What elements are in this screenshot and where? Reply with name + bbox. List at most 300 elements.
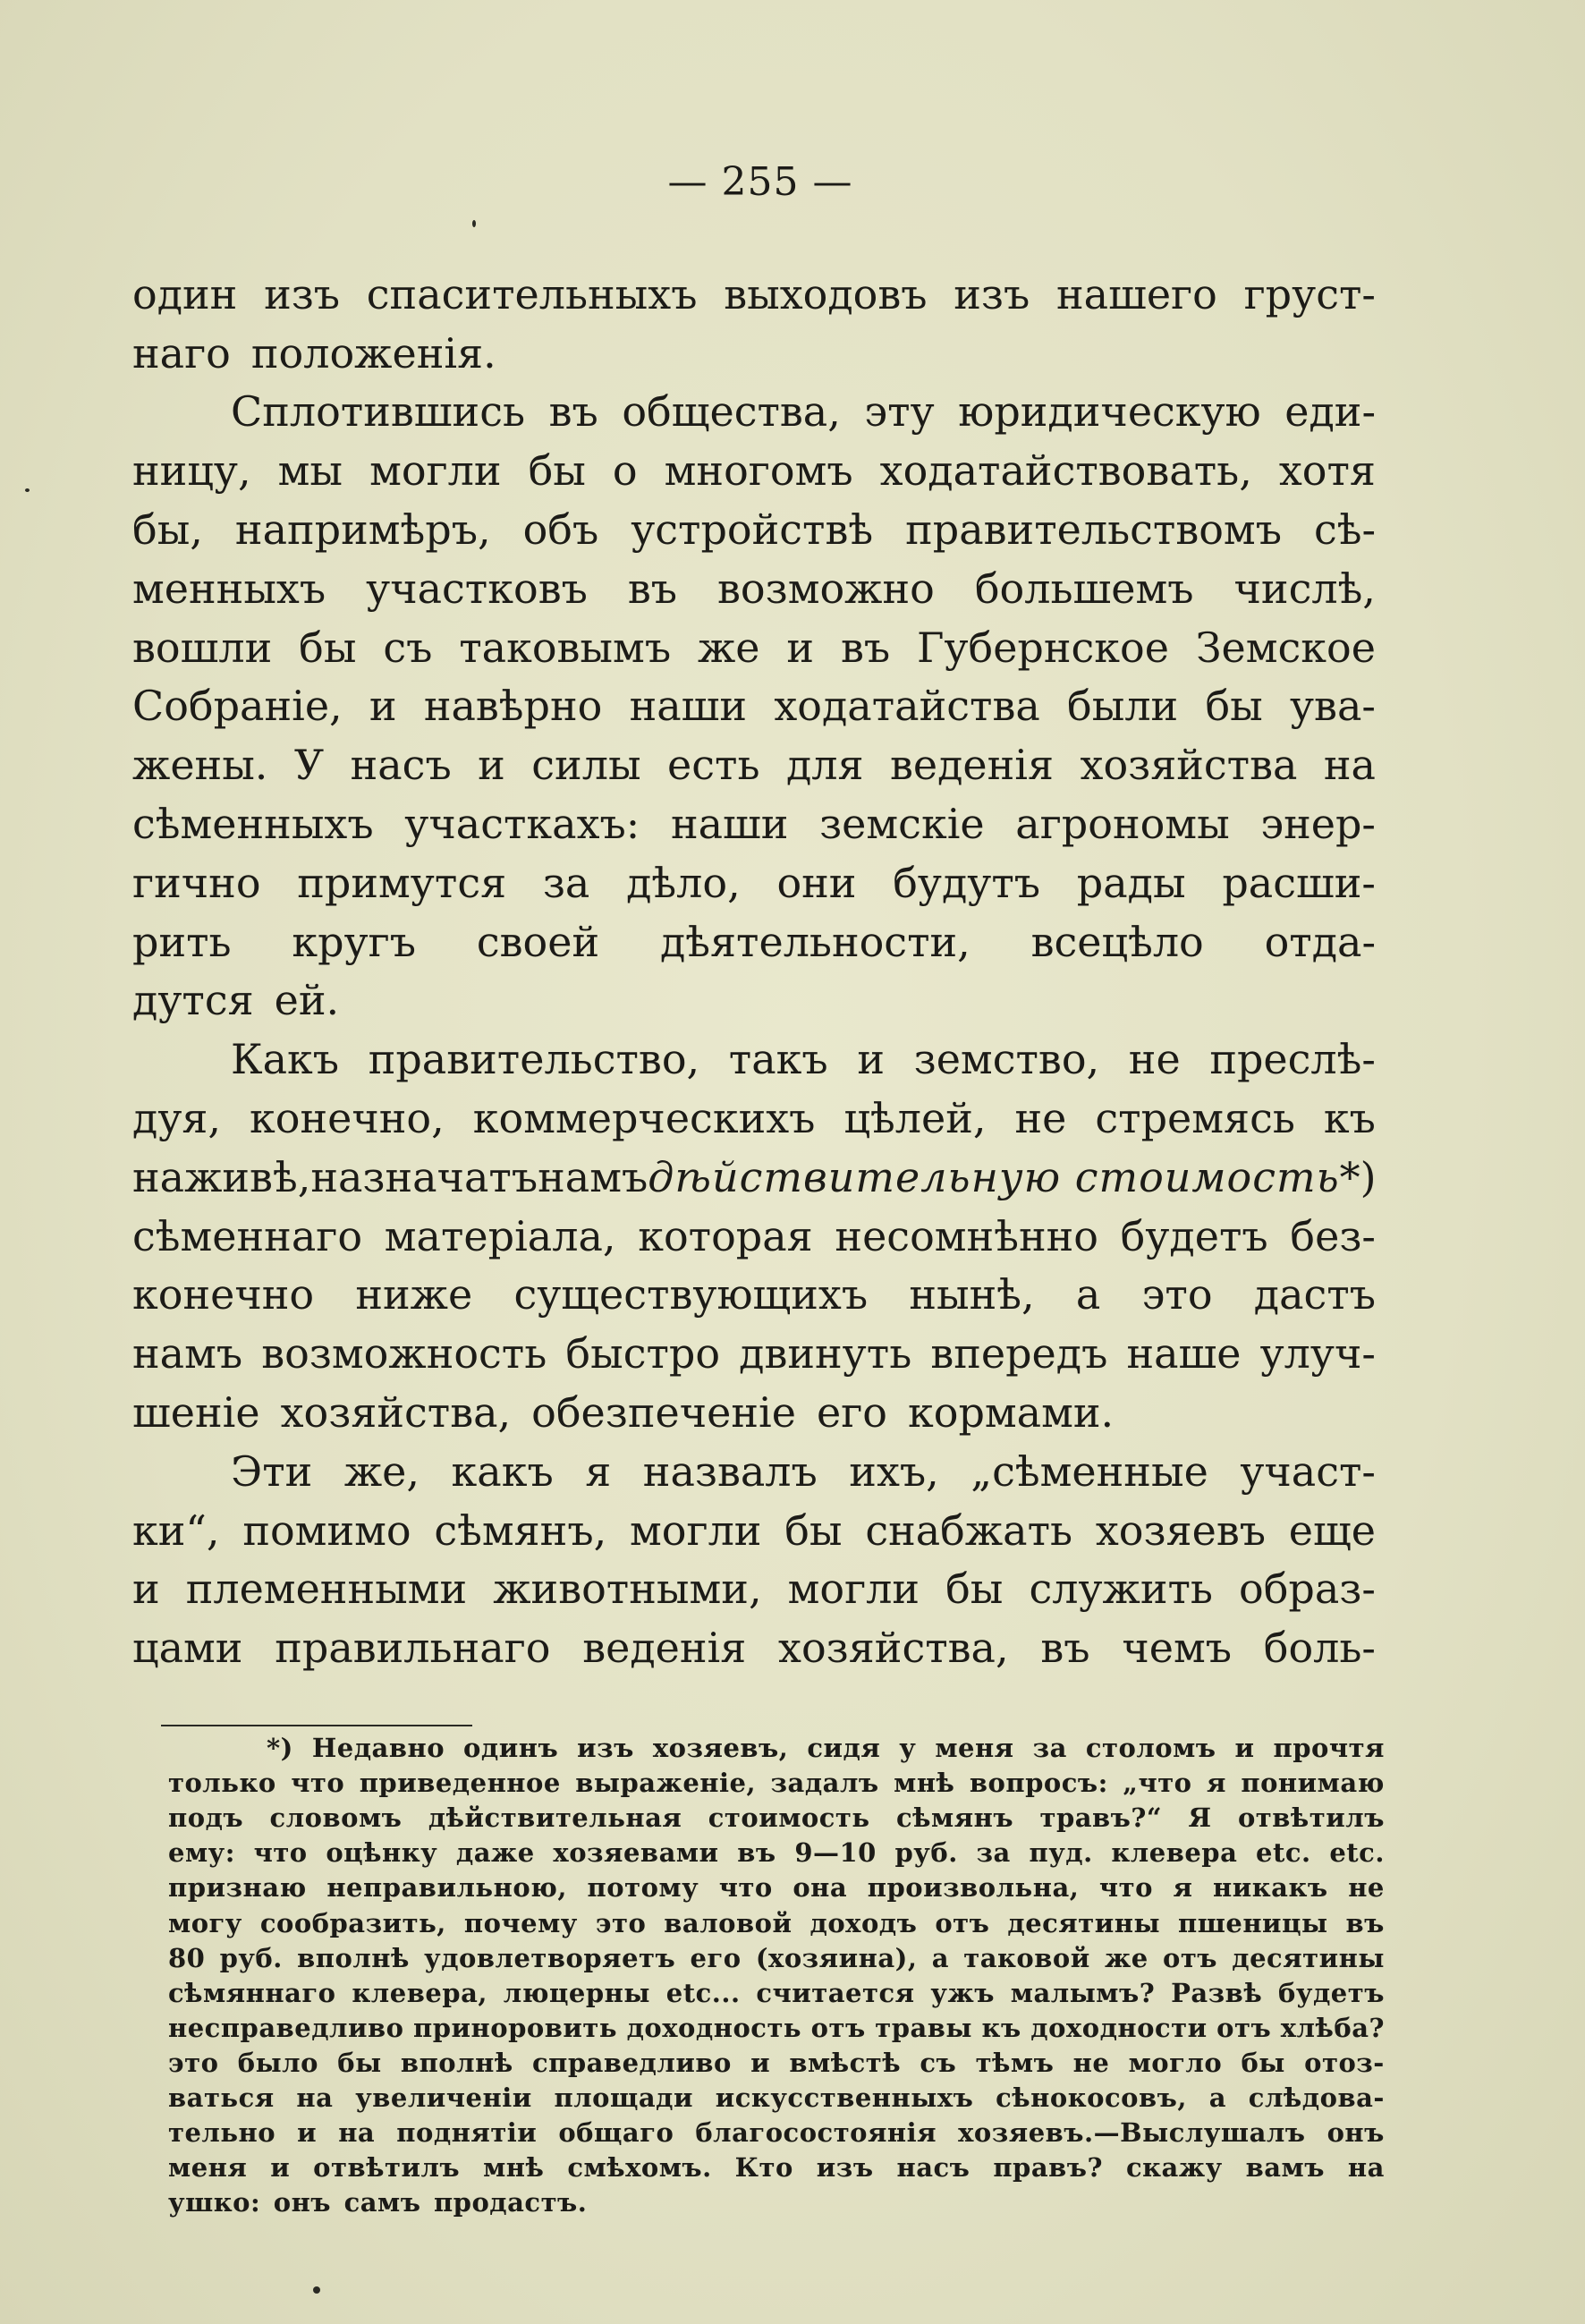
word: примутся [297,858,507,907]
word: что [291,1768,345,1799]
word: выходовъ [724,269,928,318]
word: числѣ, [1233,564,1376,613]
word: хлѣба? [1280,2012,1385,2043]
text-line [132,730,1376,789]
word: ужъ [930,1977,995,2008]
word: могли [369,446,502,496]
word: понимаю [1241,1768,1385,1799]
word: снабжать [865,1506,1073,1555]
word: сѣмянъ [895,1802,1014,1834]
word: правительство, [368,1035,700,1084]
footnote-line [168,1833,1385,1868]
word: что [718,1872,773,1904]
footnote-line [168,1728,1385,1763]
word: нашего [1055,269,1217,318]
text-line [132,1437,1376,1496]
word: никакъ [1212,1872,1328,1904]
word: общаго [558,2117,674,2149]
word: въ [1345,1907,1385,1938]
word: земство, [913,1035,1100,1084]
word: къ [1323,1093,1376,1142]
word: хозяевъ, [652,1733,789,1764]
word: существующихъ [513,1270,869,1319]
main-text [132,259,1376,1672]
word: У [293,741,325,790]
word: ваться [168,2082,275,2114]
word: это [1141,1270,1213,1319]
word: кругъ [292,917,417,966]
word: возможность [261,1329,547,1378]
word: сѣменныхъ [132,799,374,848]
word: самъ [343,2187,421,2218]
word: удовлетворяетъ [424,1942,676,1973]
footnote-line [168,2078,1385,2113]
word: ихъ, [849,1446,939,1496]
word: Губернское [916,623,1169,672]
word: о [612,446,638,496]
word: эту [864,387,935,437]
word: дѣйствительная [428,1802,682,1834]
footnote-line [168,2113,1385,2148]
word: без- [1290,1211,1376,1260]
word: пуд. [1029,1837,1093,1869]
word: меня [935,1733,1014,1764]
word: прочтя [1273,1733,1385,1764]
word: даже [455,1837,535,1869]
word: отъ [810,2012,866,2043]
word: и [1234,1733,1255,1764]
word: отъ [1162,1942,1218,1973]
word: вошли [132,623,273,672]
word: веденія [889,741,1055,790]
word: я [585,1446,612,1496]
word: благосостоянія [695,2117,937,2149]
word: юридическую [958,387,1261,437]
word: а [931,1942,949,1973]
word: тѣмъ [975,2047,1055,2078]
word: 80 [168,1942,206,1973]
word: один [132,269,238,318]
word: отда- [1264,917,1376,966]
word: стремясь [1095,1093,1295,1142]
word: руб. [219,1942,283,1973]
word: несправедливо [168,2012,404,2043]
word: же [1105,1942,1148,1973]
word: къ [981,2012,1021,2043]
word: ницу, [132,446,251,496]
word: „что [1123,1768,1192,1799]
word: общества, [622,387,841,437]
word: въ [737,1837,776,1869]
word: пшеницы [1177,1907,1328,1938]
text-line [132,672,1376,731]
text-line [132,1024,1376,1083]
word: мнѣ [894,1768,955,1799]
word: „сѣменные [970,1446,1208,1496]
text-line [132,1613,1376,1672]
word: признаю [168,1872,307,1904]
word: Недавно [311,1733,445,1764]
word: таковымъ [459,623,672,672]
word: ходатайствовать, [879,446,1252,496]
word: дастъ [1253,1270,1376,1319]
word: Я [1188,1802,1212,1834]
word: могло [1128,2047,1223,2078]
word: рады [1076,858,1186,907]
word: было [237,2047,318,2078]
word: ему: [168,1837,235,1869]
word: намъ [538,1152,648,1201]
word: сѣ- [1313,505,1376,554]
word: приведенное [359,1768,561,1799]
word: изъ [816,2152,874,2184]
word: матеріала, [384,1211,616,1260]
word: назначатъ [310,1152,538,1201]
word: наго [132,328,231,377]
word: животными, [493,1565,762,1614]
word: помимо [242,1506,411,1555]
footnote-line [168,1798,1385,1833]
word: впередъ [930,1329,1108,1378]
word: для [785,741,864,790]
word: же [697,623,760,672]
word: малымъ? [1010,1977,1156,2008]
word: и [270,2152,291,2184]
text-line [132,259,1376,318]
word: чемъ [1122,1624,1232,1673]
word: а [1075,1270,1101,1319]
word: вполнѣ [400,2047,513,2078]
word: кормами. [908,1387,1115,1437]
word: не [1128,1035,1181,1084]
word: выраженіе, [575,1768,757,1799]
word: и [478,741,505,790]
word: искусственныхъ [715,2082,974,2114]
text-line [132,1201,1376,1260]
word: потому [587,1872,699,1904]
word: оцѣнку [326,1837,438,1869]
footnote-line [168,1938,1385,1973]
word: назвалъ [642,1446,818,1496]
text-line [132,613,1376,672]
text-line [132,554,1376,613]
word: образ- [1239,1565,1376,1614]
word: съ [920,2047,957,2078]
word: бы, [132,505,203,554]
word: таковой [963,1942,1090,1973]
word: сѣмянъ, [434,1506,607,1555]
word: спасительныхъ [366,269,698,318]
word: улуч- [1259,1329,1376,1378]
word: его [816,1387,887,1437]
word: будетъ [1120,1211,1268,1260]
word: дѣйствительную стоимость [648,1152,1340,1201]
footnote-line [168,2008,1385,2043]
word: за [976,1837,1011,1869]
word: хозяйства [1080,741,1298,790]
footnote-line [168,1763,1385,1798]
word: объ [522,505,599,554]
word: своей [476,917,600,966]
word: могу [168,1907,242,1938]
ink-speck [313,2286,320,2294]
word: задалъ [770,1768,879,1799]
word: десятины [1232,1942,1385,1973]
word: земскіе [819,799,985,848]
word: etc. [1329,1837,1385,1869]
page-number: — 255 — [667,159,853,205]
text-line [132,377,1376,437]
text-line [132,1378,1376,1437]
footnote-line [168,2043,1385,2078]
word: какъ [451,1446,554,1496]
word: такъ [728,1035,828,1084]
word: бы [1205,682,1263,731]
word: ниже [355,1270,473,1319]
word: и [786,623,815,672]
word: я [1206,1768,1226,1799]
word: на [1323,741,1376,790]
word: мы [277,446,343,496]
word: хозяйства, [778,1624,1009,1673]
word: Земское [1195,623,1376,672]
word: дутся [132,976,254,1025]
word: дуя, [132,1093,222,1142]
word: хозяевъ.—Выслушалъ [958,2117,1306,2149]
word: Сплотившись [231,387,526,437]
word: она [792,1872,848,1904]
word: вамъ [1245,2152,1325,2184]
word: произвольна, [867,1872,1080,1904]
footnote-line [168,1973,1385,2008]
word: стоимость [708,1802,870,1834]
word: не [1348,1872,1385,1904]
word: еди- [1284,387,1376,437]
word: подъ [168,1802,244,1834]
word: участковъ [366,564,588,613]
text-line [132,318,1376,377]
word: etc. [1256,1837,1311,1869]
word: отвѣтилъ [1237,1802,1385,1834]
word: преслѣ- [1209,1035,1376,1084]
word: доходъ [809,1907,918,1938]
word: быстро [565,1329,721,1378]
text-line [132,495,1376,554]
word: продастъ. [433,2187,588,2218]
word: конечно [132,1270,315,1319]
word: Эти [231,1446,313,1496]
word: несомнѣнно [835,1211,1098,1260]
footnote-line [168,1868,1385,1903]
word: а [1208,2082,1227,2114]
word: травы [875,2012,972,2043]
word: это [168,2047,219,2078]
word: жены. [132,741,268,790]
word: доходности [1030,2012,1208,2043]
word: коммерческихъ [472,1093,816,1142]
word: же, [343,1446,420,1496]
word: бы [1241,2047,1285,2078]
word: онъ [1326,2117,1385,2149]
word: могли [787,1565,920,1614]
word: правъ? [993,2152,1104,2184]
word: еще [1288,1506,1376,1555]
word: устройствѣ [631,505,874,554]
text-line [132,1496,1376,1555]
word: столомъ [1085,1733,1216,1764]
word: племенными [185,1565,468,1614]
word: изъ [264,269,341,318]
word: будетъ [1278,1977,1385,2008]
word: и [132,1565,160,1614]
word: силы [531,741,641,790]
word: наше [1126,1329,1242,1378]
word: за [1032,1733,1067,1764]
word: Какъ [231,1035,340,1084]
ink-speck [25,488,30,492]
word: тельно [168,2117,276,2149]
word: наживѣ, [132,1152,311,1201]
word: груст- [1243,269,1376,318]
word: бы [528,446,586,496]
word: сѣмяннаго [168,1977,336,2008]
word: *) [1339,1152,1377,1201]
text-line [132,966,1376,1025]
word: словомъ [269,1802,403,1834]
word: и [750,2047,771,2078]
word: гично [132,858,261,907]
word: скажу [1125,2152,1223,2184]
word: и [297,2117,318,2149]
word: хозяевъ [1095,1506,1266,1555]
word: что [253,1837,308,1869]
word: бы [299,623,357,672]
word: клевера, [352,1977,487,2008]
text-line [132,789,1376,848]
word: слѣдова- [1248,2082,1385,2114]
word: обезпеченіе [531,1387,796,1437]
word: съ [383,623,433,672]
word: хозяевами [553,1837,719,1869]
word: положенія. [250,328,496,377]
word: ки“, [132,1506,220,1555]
footnote-line [168,2148,1385,2183]
text-line [132,1142,1376,1201]
word: вопросъ: [969,1768,1108,1799]
word: отвѣтилъ [313,2152,461,2184]
word: они [776,858,857,907]
word: сообразить, [259,1907,446,1938]
word: десятины [1007,1907,1161,1938]
word: наши [670,799,789,848]
word: неправильною, [326,1872,567,1904]
word: въ [627,564,678,613]
text-line [132,1260,1376,1319]
word: площади [554,2082,694,2114]
word: поднятіи [396,2117,538,2149]
word: насъ [896,2152,970,2184]
word: намъ [132,1329,243,1378]
word: за [542,858,590,907]
word: доходность [626,2012,802,2043]
word: всецѣло [1030,917,1204,966]
text-line [132,907,1376,966]
word: правительствомъ [905,505,1282,554]
word: и [857,1035,885,1084]
word: *) [267,1733,293,1764]
word: ей. [274,976,340,1025]
word: мнѣ [483,2152,545,2184]
text-line [132,436,1376,495]
word: это [595,1907,647,1938]
word: менныхъ [132,564,326,613]
word: двинуть [739,1329,912,1378]
word: 9—10 [794,1837,877,1869]
word: ува- [1289,682,1376,731]
word: участ- [1240,1446,1376,1496]
word: большемъ [974,564,1194,613]
word: участкахъ: [404,799,640,848]
word: онъ [273,2187,332,2218]
word: цами [132,1624,243,1673]
word: (хозяина), [755,1942,918,1973]
word: сидя [807,1733,881,1764]
word: вмѣстѣ [789,2047,902,2078]
word: цѣлей, [843,1093,987,1142]
word: хозяйства, [280,1387,512,1437]
word: есть [667,741,760,790]
word: были [1067,682,1179,731]
word: на [1347,2152,1385,2184]
word: ходатайства [774,682,1040,731]
word: меня [168,2152,248,2184]
text-line [132,1555,1376,1614]
word: напримѣръ, [234,505,491,554]
word: только [168,1768,276,1799]
word: руб. [894,1837,958,1869]
word: у [899,1733,917,1764]
word: которая [638,1211,813,1260]
word: рить [132,917,232,966]
word: бы [337,2047,382,2078]
word: ушко: [168,2187,261,2218]
word: могли [630,1506,762,1555]
word: насъ [350,741,452,790]
word: валовой [664,1907,792,1938]
word: на [296,2082,334,2114]
word: не [1014,1093,1067,1142]
word: что [1098,1872,1153,1904]
word: изъ [954,269,1030,318]
text-line [132,1319,1376,1378]
word: въ [1040,1624,1090,1673]
text-line [132,1083,1376,1142]
word: веденія [582,1624,747,1673]
word: расши- [1222,858,1376,907]
word: нынѣ, [909,1270,1035,1319]
footnote [168,1728,1385,2218]
word: etc... [665,1977,741,2008]
word: боль- [1263,1624,1376,1673]
word: отъ [935,1907,990,1938]
word: агрономы [1015,799,1230,848]
word: въ [840,623,891,672]
word: травъ?“ [1039,1802,1163,1834]
word: шеніе [132,1387,260,1437]
word: правильнаго [275,1624,551,1673]
word: дѣятельности, [659,917,970,966]
footnote-line [168,1903,1385,1938]
